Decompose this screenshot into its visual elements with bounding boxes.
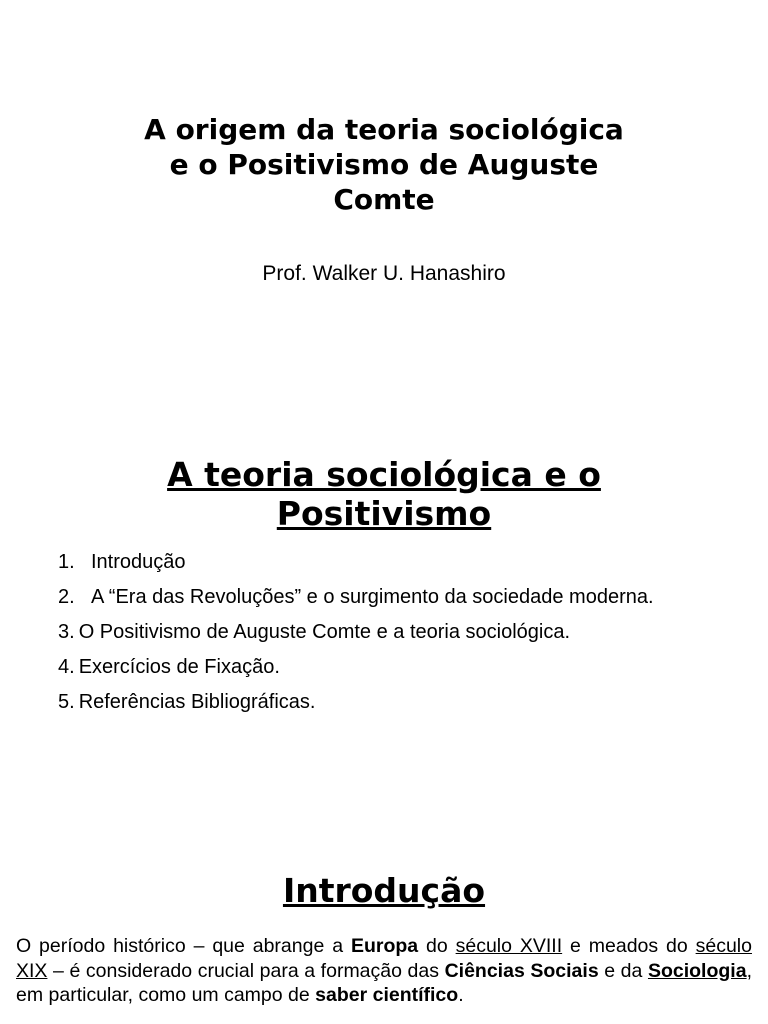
emphasis-europa: Europa (350, 935, 419, 957)
underlined-seculo-xviii: século XVIII (455, 935, 563, 957)
text-segment: O período histórico – que abrange a (16, 935, 351, 957)
toc-item (58, 548, 708, 577)
text-segment: . (458, 984, 464, 1006)
toc-item-number: 4. (58, 656, 75, 678)
title-line: A origem da teoria sociológica (144, 113, 624, 146)
text-segment: , em particular, como um campo de (16, 959, 752, 1006)
toc-item (58, 688, 708, 717)
text-segment: e meados do (562, 935, 696, 957)
toc-item (58, 653, 708, 682)
title-line: Comte (333, 183, 435, 216)
text-segment: do (418, 935, 456, 957)
toc-item-text: A “Era das Revoluções” e o surgimento da sociedade moderna. (91, 586, 654, 608)
toc-item-text: Exercícios de Fixação. (78, 656, 280, 678)
slide-3-title: Introdução (282, 871, 486, 910)
toc-item (58, 583, 708, 612)
toc-item-text: Introdução (91, 551, 186, 573)
toc-item-number: 2. (58, 586, 75, 608)
intro-paragraph (16, 934, 752, 1008)
title-line: e o Positivismo de Auguste (169, 148, 599, 181)
toc-item-text: O Positivismo de Auguste Comte e a teoria sociológica. (78, 621, 571, 643)
author-subtitle: Prof. Walker U. Hanashiro (262, 262, 506, 285)
table-of-contents (58, 548, 708, 723)
title-line: Positivismo (276, 494, 492, 533)
toc-item-number: 3. (58, 621, 75, 643)
toc-item (58, 618, 708, 647)
toc-item-text: Referências Bibliográficas. (78, 691, 316, 713)
underlined-seculo-xix: século XIX (16, 935, 752, 982)
title-line: A teoria sociológica e o (167, 455, 601, 494)
slide-1-title (84, 112, 684, 217)
text-segment: e da (598, 959, 648, 982)
emphasis-saber-cientifico: saber científico (315, 984, 459, 1006)
slide-2-title (60, 455, 708, 533)
text-segment: – é considerado crucial para a formação das (47, 959, 445, 982)
toc-item-number: 5. (58, 691, 75, 713)
emphasis-sociologia: Sociologia (647, 959, 747, 982)
toc-item-number: 1. (58, 551, 75, 573)
emphasis-ciencias-sociais: Ciências Sociais (444, 959, 599, 982)
